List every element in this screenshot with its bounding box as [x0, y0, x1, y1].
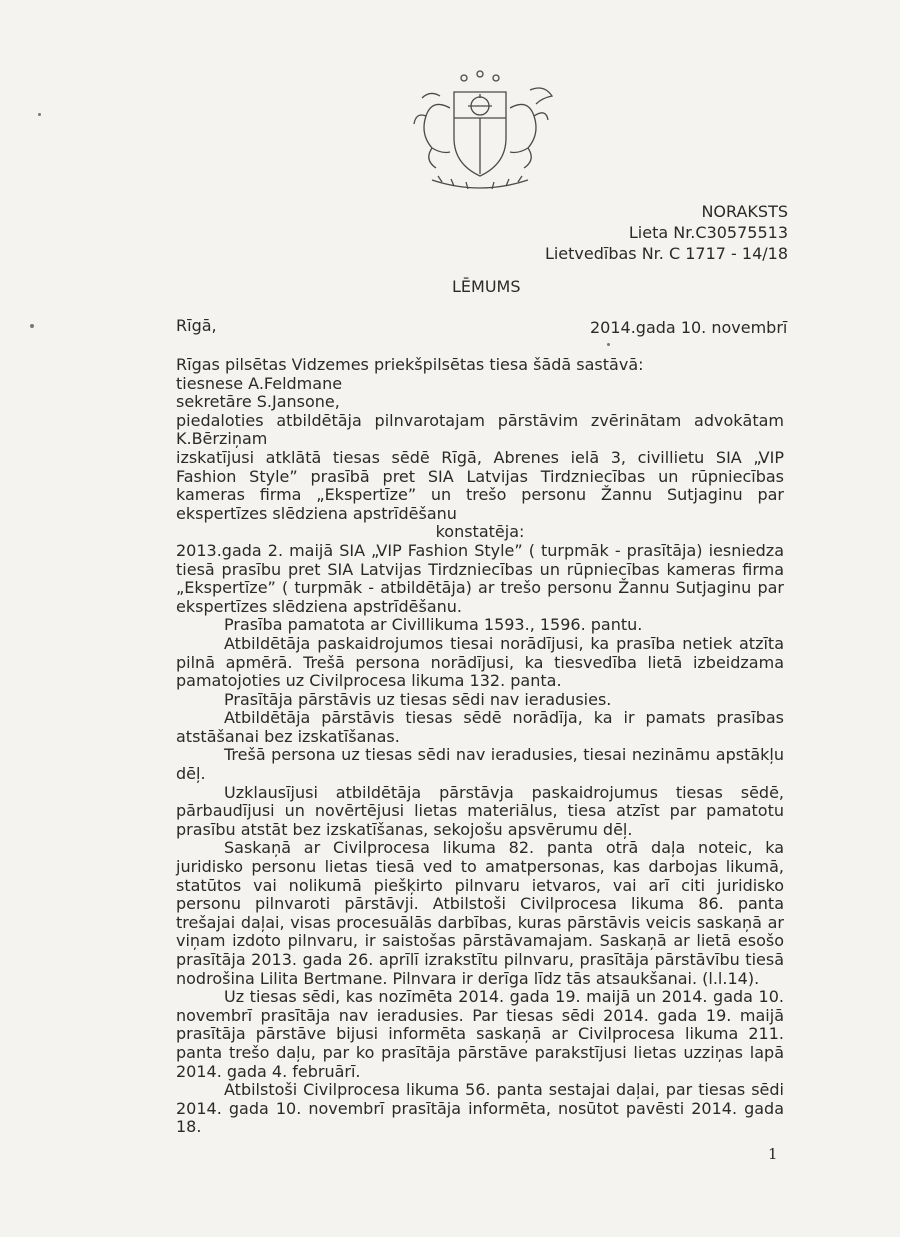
paragraph: 2013.gada 2. maijā SIA „VIP Fashion Style” ( turpmāk - prasītāja) iesniedza tiesā prasību pret SIA Latvijas Tirdzniecības un rūpniecības kameras firma „Ekspertīze” ( turpmāk - atbildētāja) ar trešo personu Žannu Sutjaginu par ekspertīzes slēdziena apstrīdēšanu. — [176, 540, 784, 616]
scan-speck — [30, 324, 34, 328]
scan-speck — [38, 113, 41, 116]
paragraph: Uz tiesas sēdi, kas nozīmēta 2014. gada 19. maijā un 2014. gada 10. novembrī prasītāja nav ieradusies. Par tiesas sēdi 2014. gada 19. maijā prasītāja pārstāve bijusi informēta saskaņā ar Civilprocesa likuma 211. panta trešo daļu, par ko prasītāja pārstāve parakstījusi lietas uzziņas lapā 2014. gada 4. februārī. — [176, 987, 784, 1081]
coat-of-arms-emblem — [402, 68, 558, 198]
document-body — [176, 356, 784, 1137]
judge: tiesnese A.Feldmane — [176, 373, 343, 393]
paragraph: Atbildētāja paskaidrojumos tiesai norādījusi, ka prasība netiek atzīta pilnā apmērā. Trešā persona norādījusi, ka tiesvedība lietā izbeidzama pamatojoties uz Civilprocesa likuma 132. panta. — [176, 633, 784, 691]
document-title: LĒMUMS — [452, 277, 521, 296]
hearing-description: izskatījusi atklātā tiesas sēdē Rīgā, Abrenes ielā 3, civillietu SIA „VIP Fashion Style” prasībā pret SIA Latvijas Tirdzniecības un rūpniecības kameras firma „Ekspertīze” un trešo personu Žannu Sutjaginu par ekspertīzes slēdziena apstrīdēšanu — [176, 447, 784, 523]
paragraph: Uzklausījusi atbildētāja pārstāvja paskaidrojumus tiesas sēdē, pārbaudījusi un novērtējusi lietas materiālus, tiesa atzīst par pamatotu prasību atstāt bez izskatīšanas, sekojošu apsvērumu dēļ. — [176, 782, 784, 839]
section-heading: konstatēja: — [435, 522, 525, 542]
participation: piedaloties atbildētāja pilnvarotajam pārstāvim zvērinātam advokātam K.Bērziņam — [176, 410, 784, 449]
paragraph: Prasība pamatota ar Civillikuma 1593., 1596. pantu. — [224, 615, 643, 635]
copy-label: NORAKSTS — [701, 202, 788, 221]
decision-date: 2014.gada 10. novembrī — [590, 318, 788, 337]
court-name: Rīgas pilsētas Vidzemes priekšpilsētas tiesa šādā sastāvā: — [176, 355, 644, 374]
paragraph: Atbildētāja pārstāvis tiesas sēdē norādīja, ka ir pamats prasības atstāšanai bez izskatīšanas. — [176, 708, 784, 746]
case-number: Lieta Nr.C30575513 — [628, 223, 788, 242]
secretary: sekretāre S.Jansone, — [176, 392, 340, 412]
registry-number: Lietvedības Nr. C 1717 - 14/18 — [544, 244, 788, 263]
paragraph: Atbilstoši Civilprocesa likuma 56. panta sestajai daļai, par tiesas sēdi 2014. gada 10. novembrī prasītāja informēta, nosūtot pavēsti 2014. gada 18. — [176, 1080, 784, 1137]
scan-speck — [607, 343, 610, 346]
place: Rīgā, — [176, 316, 217, 335]
paragraph: Trešā persona uz tiesas sēdi nav ieradusies, tiesai nezināmu apstākļu dēļ. — [176, 745, 784, 784]
paragraph: Saskaņā ar Civilprocesa likuma 82. panta otrā daļa noteic, ka juridisko personu lietas tiesā ved to amatpersonas, kas darbojas likumā, statūtos vai nolikumā piešķirto pilnvaru ietvaros, vai arī citi juridisko personu pilnvaroti pārstāvji. Atbilstoši Civilprocesa likuma 86. panta trešajai daļai, visas procesuālās darbības, kuras pārstāvis veicis saskaņā ar viņam izdoto pilnvaru, ir saistošas pārstāvamajam. Saskaņā ar lietā esošo prasītāja 2013. gada 26. aprīlī izrakstītu pilnvaru, prasītāja pārstāvību tiesā nodrošina Lilita Bertmane. Pilnvara ir derīga līdz tās atsaukšanai. (l.l.14). — [176, 838, 784, 988]
court-composition — [176, 356, 784, 523]
paragraph: Prasītāja pārstāvis uz tiesas sēdi nav ieradusies. — [224, 689, 612, 709]
page-number: 1 — [768, 1145, 778, 1163]
